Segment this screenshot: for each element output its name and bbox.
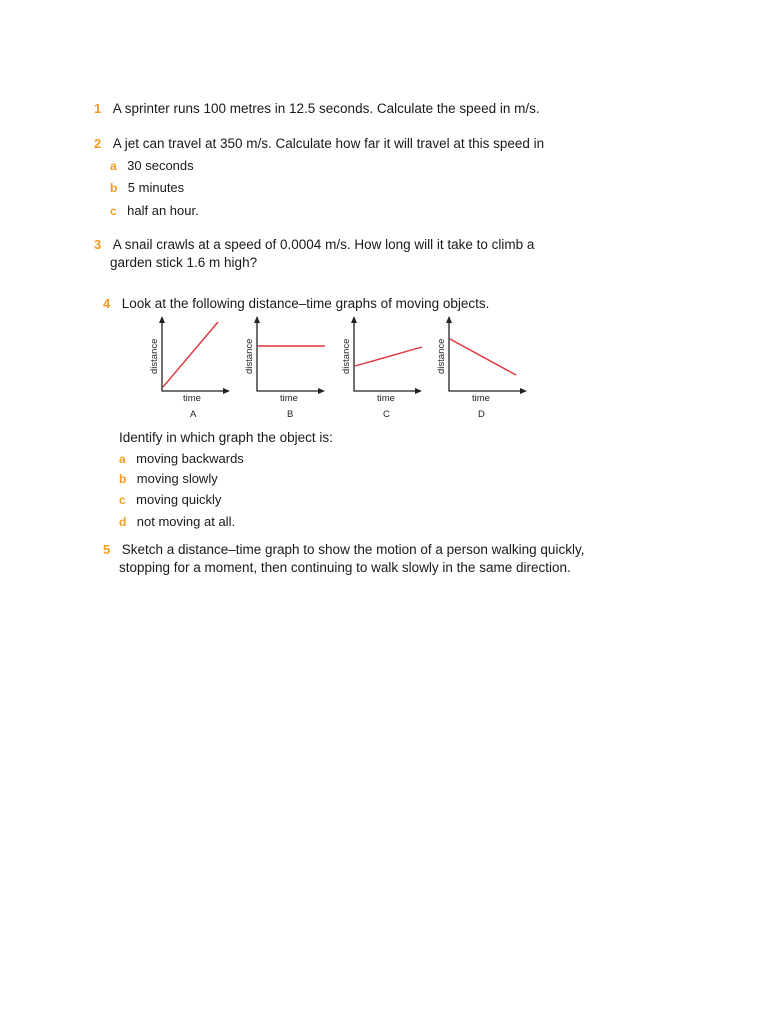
graph-a	[145, 316, 235, 424]
question-2-part-c	[110, 202, 199, 220]
question-4-part-c	[119, 491, 221, 509]
graph-axes	[354, 320, 417, 391]
y-axis-label: distance	[149, 338, 160, 374]
part-letter: d	[119, 515, 127, 529]
question-2	[94, 134, 544, 153]
y-arrow-icon	[446, 316, 452, 323]
question-4-part-d	[119, 513, 235, 531]
question-text: Look at the following distance–time graphs of moving objects.	[121, 296, 490, 311]
x-axis-label: time	[377, 393, 395, 404]
y-arrow-icon	[254, 316, 260, 323]
part-letter: c	[119, 493, 126, 507]
question-4-prompt: Identify in which graph the object is:	[119, 430, 333, 445]
y-axis-label: distance	[341, 338, 352, 374]
question-text-line-2: stopping for a moment, then continuing to walk slowly in the same direction.	[119, 560, 571, 575]
graph-axes	[449, 320, 522, 391]
part-letter: a	[119, 452, 126, 466]
distance-line	[450, 339, 516, 375]
part-letter: a	[110, 159, 117, 173]
graph-label: A	[190, 409, 197, 420]
question-number: 1	[94, 101, 102, 116]
graph-c	[337, 316, 429, 424]
part-letter: b	[119, 472, 127, 486]
y-arrow-icon	[159, 316, 165, 323]
question-4-part-b	[119, 470, 218, 488]
part-letter: c	[110, 204, 117, 218]
question-5	[103, 540, 584, 559]
question-3	[94, 235, 534, 254]
graph-label: D	[478, 409, 485, 420]
graph-axes	[257, 320, 320, 391]
graph-axes	[162, 320, 225, 391]
question-4	[103, 294, 489, 313]
question-text-line-1: A snail crawls at a speed of 0.0004 m/s. How long will it take to climb a	[112, 237, 535, 252]
question-1	[94, 99, 540, 118]
y-arrow-icon	[351, 316, 357, 323]
part-text: 30 seconds	[127, 158, 194, 173]
distance-line	[355, 347, 422, 366]
question-text: A jet can travel at 350 m/s. Calculate how far it will travel at this speed in	[112, 136, 545, 151]
question-number: 3	[94, 237, 102, 252]
x-arrow-icon	[415, 388, 422, 394]
question-text-line-1: Sketch a distance–time graph to show the motion of a person walking quickly,	[121, 542, 585, 557]
part-text: moving backwards	[136, 451, 244, 466]
part-text: 5 minutes	[127, 180, 185, 195]
x-axis-label: time	[472, 393, 490, 404]
x-axis-label: time	[280, 393, 298, 404]
question-number: 4	[103, 296, 111, 311]
question-2-part-b	[110, 179, 184, 197]
question-text: A sprinter runs 100 metres in 12.5 seconds. Calculate the speed in m/s.	[112, 101, 540, 116]
graph-b	[240, 316, 330, 424]
distance-line	[163, 322, 218, 387]
part-text: not moving at all.	[136, 514, 236, 529]
question-2-part-a	[110, 157, 194, 175]
question-4-part-a	[119, 450, 244, 468]
part-text: moving quickly	[136, 492, 222, 507]
y-axis-label: distance	[244, 338, 255, 374]
question-number: 2	[94, 136, 102, 151]
graph-label: B	[287, 409, 294, 420]
x-axis-label: time	[183, 393, 201, 404]
part-text: moving slowly	[136, 471, 218, 486]
graph-d	[432, 316, 532, 424]
y-axis-label: distance	[436, 338, 447, 374]
question-number: 5	[103, 542, 111, 557]
x-arrow-icon	[318, 388, 325, 394]
x-arrow-icon	[520, 388, 527, 394]
part-letter: b	[110, 181, 118, 195]
question-text-line-2: garden stick 1.6 m high?	[110, 255, 258, 270]
graph-label: C	[383, 409, 390, 420]
x-arrow-icon	[223, 388, 230, 394]
part-text: half an hour.	[127, 203, 199, 218]
